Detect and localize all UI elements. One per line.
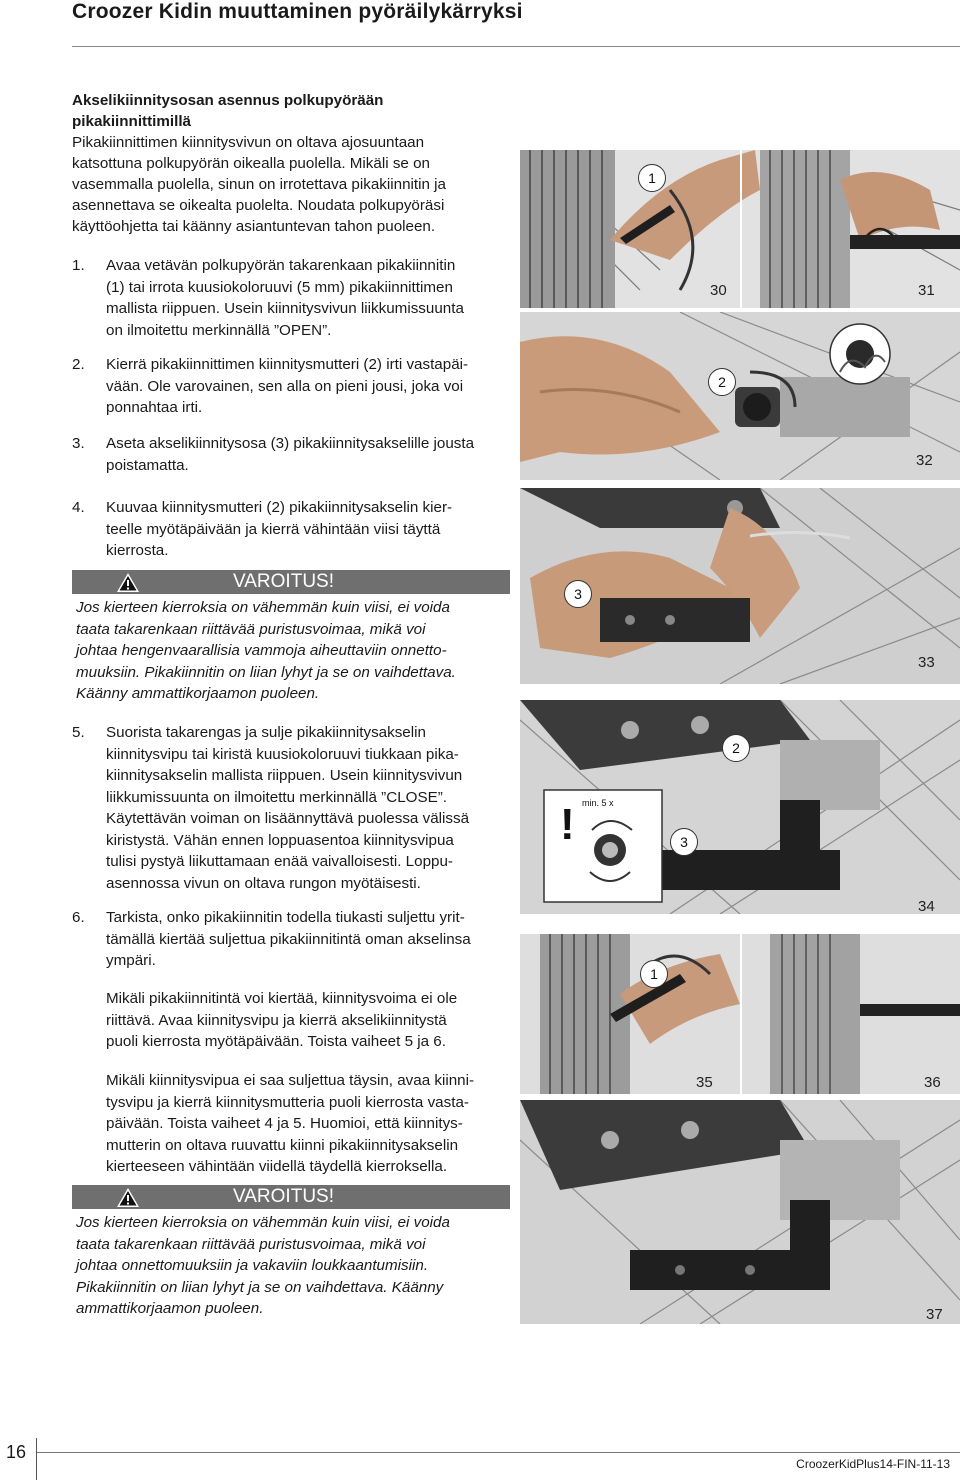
step-line: Käytettävän voiman on lisäännyttävä puolessa välissä	[106, 810, 470, 827]
document-code: CroozerKidPlus14-FIN-11-13	[796, 1457, 950, 1471]
warning-line: taata takarenkaan riittävää puristusvoimaa, mikä voi	[76, 1235, 426, 1253]
step-line: Kuuvaa kiinnitysmutteri (2) pikakiinnitysakselin kier-	[106, 499, 453, 516]
warning-line: ammattikorjaamon puoleen.	[76, 1300, 264, 1317]
note-line: Mikäli pikakiinnitintä voi kiertää, kiinnitysvoima ei ole	[106, 990, 458, 1007]
footer-separator	[36, 1438, 37, 1480]
warning-line: Käänny ammattikorjaamon puoleen.	[76, 685, 320, 702]
page-number: 16	[6, 1442, 27, 1462]
intro-heading-line2: pikakiinnittimillä	[72, 113, 191, 130]
note-paragraph	[72, 988, 512, 1053]
figure-number: 31	[918, 282, 935, 299]
figure-number: 35	[696, 1074, 713, 1091]
step-line: kiristystä. Vähän ennen loppuasentoa kiinnitysvipua	[106, 831, 454, 849]
callout-marker: 3	[670, 828, 698, 856]
photo-nut-removal	[520, 312, 960, 480]
step-line: vään. Ole varovainen, sen alla on pieni jousi, joka voi	[106, 377, 464, 395]
note-paragraph	[72, 1070, 512, 1178]
step-line: Aseta akselikiinnitysosa (3) pikakiinnitysakselille jousta	[106, 435, 475, 452]
step-line: tämällä kiertää suljettua pikakiinnitintä oman akselinsa	[106, 930, 471, 948]
callout-marker: 1	[638, 164, 666, 192]
figure-number: 34	[918, 898, 935, 914]
step-1	[72, 255, 512, 341]
step-4	[72, 497, 512, 562]
step-number: 6.	[72, 909, 85, 926]
figure-number: 37	[926, 1306, 943, 1323]
figure-number: 36	[924, 1074, 941, 1091]
warning-line: Pikakiinnitin on liian lyhyt ja se on vaihdettava. Käänny	[76, 1278, 444, 1296]
step-number: 4.	[72, 499, 85, 516]
warning-label: VAROITUS!	[233, 1186, 334, 1207]
caution-mark: !	[560, 800, 575, 849]
warning-line: muuksiin. Pikakiinnitin on liian lyhyt ja se on vaihdettava.	[76, 663, 456, 681]
header-divider	[72, 46, 960, 47]
photo-divider	[740, 934, 742, 1094]
step-5	[72, 722, 512, 894]
warning-line: taata takarenkaan riittävää puristusvoimaa, mikä voi	[76, 620, 426, 638]
step-number: 5.	[72, 724, 85, 741]
min-turns-label: min. 5 x	[582, 798, 614, 808]
intro-line: asennettava se oikealta puolelta. Noudata polkupyöräsi	[72, 197, 445, 214]
step-line: ponnahtaa irti.	[106, 399, 203, 416]
callout-marker: 2	[722, 734, 750, 762]
intro-line: Pikakiinnittimen kiinnitysvivun on oltava ajosuuntaan	[72, 134, 425, 151]
figure-number: 32	[916, 452, 933, 469]
step-number: 2.	[72, 356, 85, 373]
photo-divider	[740, 150, 742, 308]
intro-heading-line1: Akselikiinnitysosan asennus polkupyörään	[72, 92, 384, 109]
warning-text	[76, 1212, 510, 1320]
note-line: puoli kierrosta myötäpäivään. Toista vaiheet 5 ja 6.	[106, 1033, 446, 1050]
warning-line: johtaa hengenvaarallisia vammoja aiheuttaviin onnetto-	[76, 642, 447, 659]
step-number: 1.	[72, 257, 85, 274]
warning-line: Jos kierteen kierroksia on vähemmän kuin viisi, ei voida	[76, 1214, 450, 1231]
intro-line: katsottuna polkupyörän oikealla puolella. Mikäli se on	[72, 155, 430, 172]
step-2	[72, 354, 512, 419]
warning-line: johtaa onnettomuuksiin ja vakaviin loukkaantumisiin.	[76, 1257, 429, 1274]
warning-line: Jos kierteen kierroksia on vähemmän kuin viisi, ei voida	[76, 599, 450, 616]
warning-banner	[72, 1185, 510, 1209]
step-line: (1) tai irrota kuusiokoloruuvi (5 mm) pikakiinnittimen	[106, 278, 453, 296]
warning-text	[76, 597, 510, 705]
step-line: Avaa vetävän polkupyörän takarenkaan pikakiinnitin	[106, 257, 456, 274]
intro-line: vasemmalla puolella, sinun on irrotettava pikakiinnitin ja	[72, 176, 446, 193]
figure-number: 30	[710, 282, 727, 299]
step-line: kiinnitysakselin mallista riippuen. Usein kiinnitysvivun	[106, 767, 463, 784]
step-line: Tarkista, onko pikakiinnitin todella tiukasti suljettu yrit-	[106, 909, 465, 926]
note-line: päivään. Toista vaiheet 4 ja 5. Huomioi, että kiinnitys-	[106, 1115, 463, 1132]
step-line: mallista riippuen. Usein kiinnitysvivun liikkumissuunta	[106, 300, 464, 317]
step-line: Suorista takarengas ja sulje pikakiinnitysakselin	[106, 724, 426, 741]
note-line: mutterin on oltava ruuvattu kiinni pikakiinnitysakselin	[106, 1136, 459, 1154]
intro-line: käyttöohjetta tai käänny asiantuntevan tahon puoleen.	[72, 218, 436, 235]
photo-tighten-nut	[520, 700, 960, 914]
step-line: liikkumissuunta on ilmoitettu merkinnällä ”CLOSE”.	[106, 788, 447, 806]
callout-marker: 2	[708, 368, 736, 396]
note-line: kierteeseen vähintään viidellä täydellä kierroksella.	[106, 1158, 448, 1175]
warning-icon	[116, 572, 140, 593]
step-line: kierrosta.	[106, 542, 169, 559]
photo-final-check	[520, 1100, 960, 1324]
footer-divider	[36, 1452, 960, 1453]
step-line: poistamatta.	[106, 456, 189, 474]
step-6	[72, 907, 512, 972]
photo-axle-mount	[520, 488, 960, 684]
step-line: on ilmoitettu merkinnällä ”OPEN”.	[106, 321, 332, 339]
step-line: asennossa vivun on oltava rungon myötäisesti.	[106, 874, 421, 892]
step-line: ympäri.	[106, 952, 156, 969]
note-line: Mikäli kiinnitysvipua ei saa suljettua täysin, avaa kiinni-	[106, 1072, 475, 1089]
figure-number: 33	[918, 654, 935, 671]
step-line: teelle myötäpäivään ja kierrä vähintään viisi täyttä	[106, 520, 441, 538]
note-line: riittävä. Avaa kiinnitysvipu ja kierrä akselikiinnitystä	[106, 1011, 447, 1029]
warning-label: VAROITUS!	[233, 571, 334, 592]
step-line: tulisi pystyä liikuttamaan enää vaivalloisesti. Loppu-	[106, 853, 453, 870]
page-title: Croozer Kidin muuttaminen pyöräilykärryksi	[72, 0, 523, 23]
callout-marker: 3	[564, 580, 592, 608]
step-number: 3.	[72, 435, 85, 452]
callout-marker: 1	[640, 960, 668, 988]
warning-icon	[116, 1187, 140, 1208]
step-line: kiinnitysvipu tai kiristä kuusiokoloruuvi tiukkaan pika-	[106, 745, 459, 763]
warning-banner	[72, 570, 510, 594]
note-line: tysvipu ja kierrä kiinnitysmutteria puoli kierrosta vasta-	[106, 1093, 469, 1111]
step-3	[72, 433, 512, 476]
step-line: Kierrä pikakiinnittimen kiinnitysmutteri (2) irti vastapäi-	[106, 356, 469, 373]
